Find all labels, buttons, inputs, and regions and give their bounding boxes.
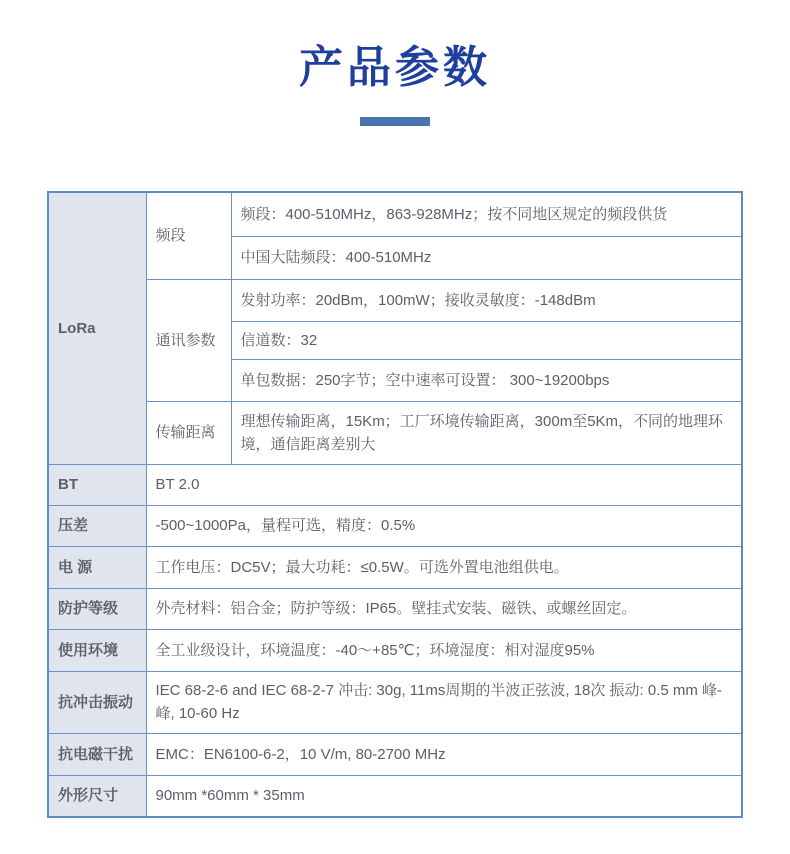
row-label-dimensions: 外形尺寸: [48, 775, 146, 817]
row-label-lora: LoRa: [48, 192, 146, 464]
row-label-emi: 抗电磁干扰: [48, 733, 146, 775]
cell-packet-data: 单包数据：250字节；空中速率可设置： 300~19200bps: [231, 359, 742, 401]
row-label-protection-rating: 防护等级: [48, 588, 146, 629]
cell-channel-count: 信道数：32: [231, 321, 742, 359]
table-row: [48, 464, 742, 505]
spec-table: [47, 191, 743, 818]
row-label-operating-environment: 使用环境: [48, 629, 146, 671]
cell-bt: BT 2.0: [146, 464, 742, 505]
cell-operating-environment: 全工业级设计，环境温度：-40～+85℃；环境湿度：相对湿度95%: [146, 629, 742, 671]
spec-table-container: [47, 191, 743, 818]
cell-tx-power: 发射功率：20dBm，100mW；接收灵敏度：-148dBm: [231, 279, 742, 321]
cell-emi: EMC：EN6100-6-2，10 V/m, 80-2700 MHz: [146, 733, 742, 775]
cell-protection-rating: 外壳材料：铝合金；防护等级：IP65。壁挂式安装、磁铁、或螺丝固定。: [146, 588, 742, 629]
table-row: [48, 671, 742, 733]
table-row: [48, 629, 742, 671]
cell-dimensions: 90mm *60mm * 35mm: [146, 775, 742, 817]
table-row: [48, 192, 742, 236]
cell-pressure-diff: -500~1000Pa，量程可选，精度：0.5%: [146, 505, 742, 546]
sub-label-transmission-distance: 传输距离: [146, 401, 231, 464]
cell-transmission-distance: 理想传输距离，15Km；工厂环境传输距离，300m至5Km，不同的地理环境，通信距离差别大: [231, 401, 742, 464]
row-label-shock-vibration: 抗冲击振动: [48, 671, 146, 733]
cell-china-frequency-band: 中国大陆频段：400-510MHz: [231, 236, 742, 279]
table-row: [48, 401, 742, 464]
row-label-pressure-diff: 压差: [48, 505, 146, 546]
page-title: 产品参数: [299, 43, 491, 92]
table-row: [48, 775, 742, 817]
table-row: [48, 546, 742, 588]
table-row: [48, 733, 742, 775]
table-row: [48, 588, 742, 629]
sub-label-frequency-band: 频段: [146, 192, 231, 279]
cell-power: 工作电压：DC5V；最大功耗：≤0.5W。可选外置电池组供电。: [146, 546, 742, 588]
row-label-bt: BT: [48, 464, 146, 505]
cell-frequency-bands: 频段：400-510MHz，863-928MHz；按不同地区规定的频段供货: [231, 192, 742, 236]
table-row: [48, 505, 742, 546]
title-underline-bar: [360, 117, 430, 126]
sub-label-comm-params: 通讯参数: [146, 279, 231, 401]
row-label-power: 电 源: [48, 546, 146, 588]
cell-shock-vibration: IEC 68-2-6 and IEC 68-2-7 冲击: 30g, 11ms周期的半波正弦波, 18次 振动: 0.5 mm 峰-峰, 10-60 Hz: [146, 671, 742, 733]
table-row: [48, 279, 742, 321]
